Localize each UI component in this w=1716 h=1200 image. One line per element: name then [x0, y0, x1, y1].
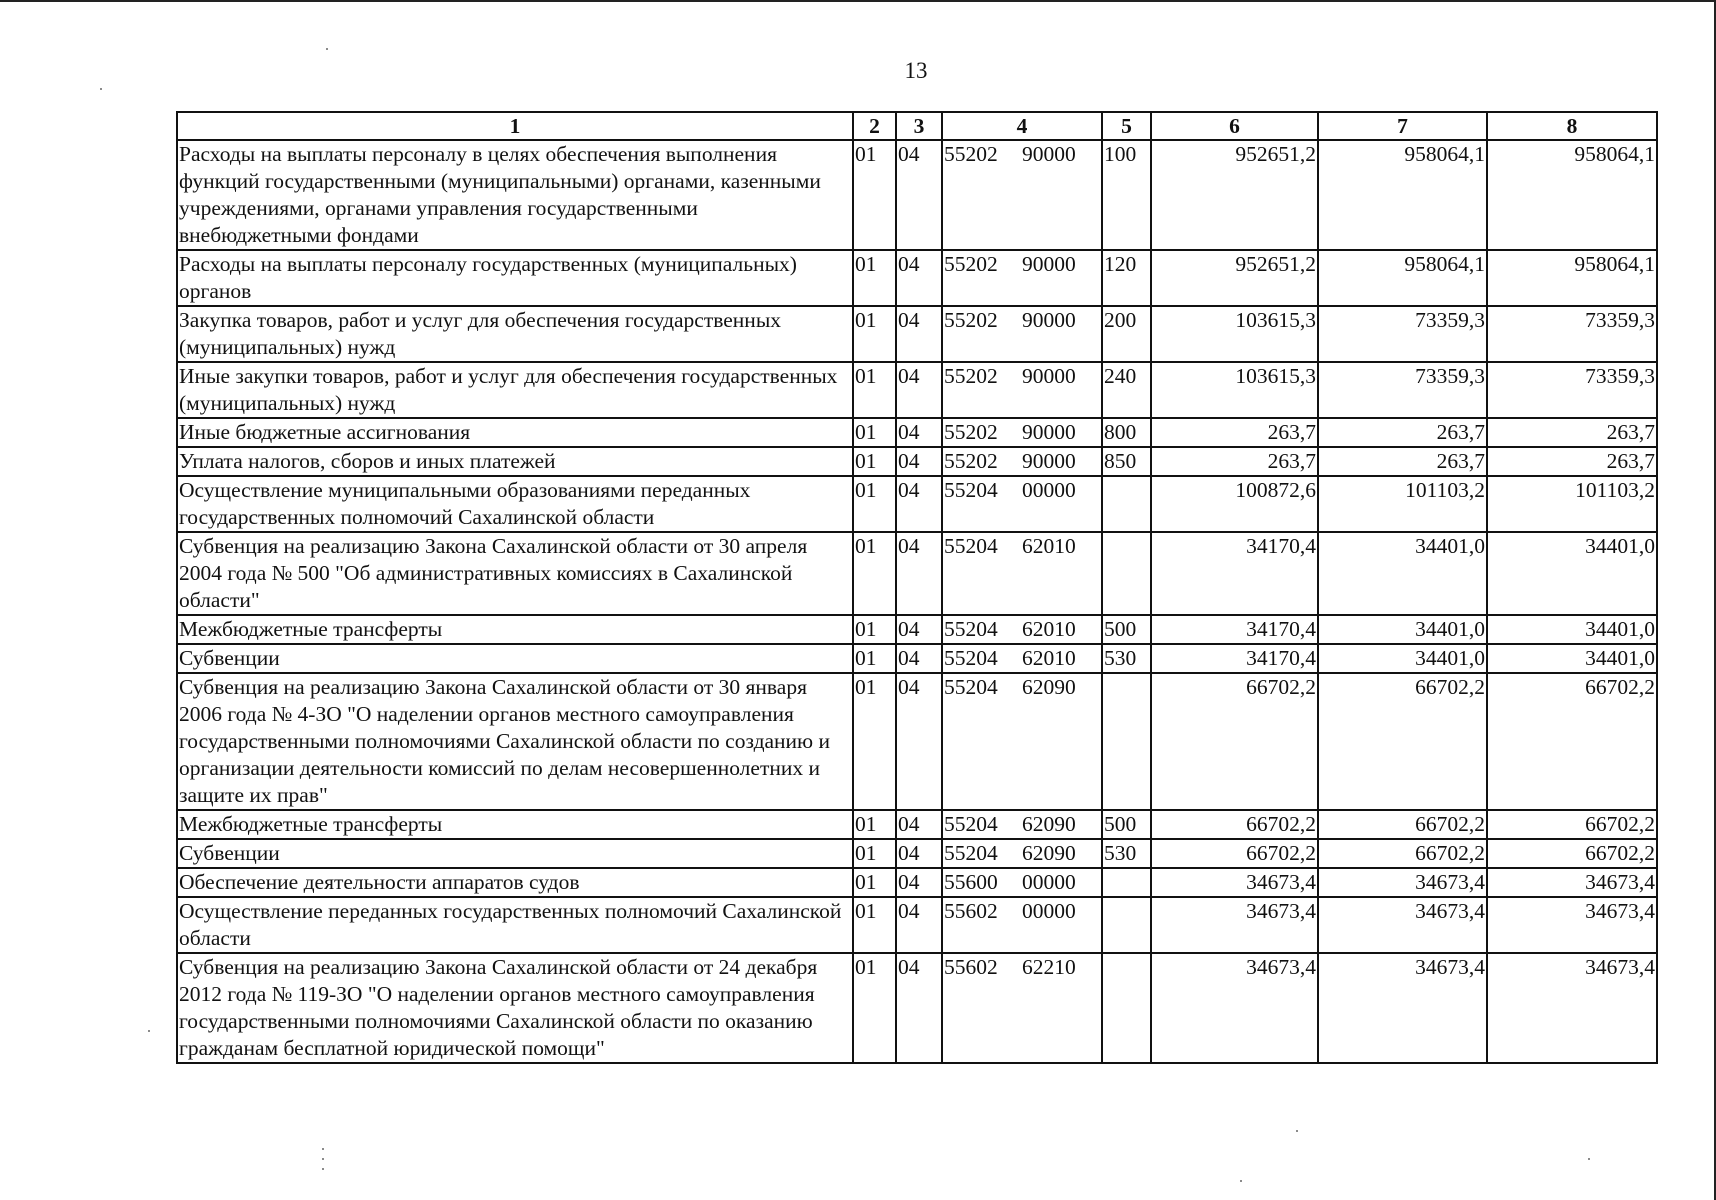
row-amount-col6: 66702,2	[1151, 810, 1318, 839]
row-amount-col7: 66702,2	[1318, 673, 1487, 810]
table-row	[177, 362, 1657, 418]
row-name: Иные закупки товаров, работ и услуг для обеспечения государственных (муниципальных) нужд	[177, 362, 853, 418]
row-amount-col8: 34401,0	[1487, 532, 1657, 615]
target-code-direction: 90000	[1022, 142, 1076, 166]
target-code-program: 55204	[944, 617, 998, 641]
row-target-code	[942, 447, 1102, 476]
row-name: Межбюджетные трансферты	[177, 615, 853, 644]
scan-speck	[322, 1168, 324, 1170]
target-code-direction: 00000	[1022, 478, 1076, 502]
row-subsection: 04	[896, 476, 942, 532]
row-amount-col7: 66702,2	[1318, 810, 1487, 839]
row-amount-col7: 34673,4	[1318, 953, 1487, 1063]
row-amount-col8: 34401,0	[1487, 644, 1657, 673]
target-code-program: 55202	[944, 252, 998, 276]
scan-speck	[1296, 1130, 1298, 1132]
target-code-program: 55600	[944, 870, 998, 894]
row-amount-col8: 101103,2	[1487, 476, 1657, 532]
row-amount-col6: 100872,6	[1151, 476, 1318, 532]
row-subsection: 04	[896, 306, 942, 362]
scan-speck	[148, 1030, 150, 1032]
target-code-program: 55204	[944, 812, 998, 836]
row-amount-col7: 101103,2	[1318, 476, 1487, 532]
row-name: Субвенции	[177, 644, 853, 673]
row-amount-col6: 34673,4	[1151, 953, 1318, 1063]
row-section: 01	[853, 447, 896, 476]
header-col-1: 1	[177, 112, 853, 140]
row-name: Уплата налогов, сборов и иных платежей	[177, 447, 853, 476]
row-expense-type	[1102, 476, 1151, 532]
row-amount-col6: 34673,4	[1151, 897, 1318, 953]
row-amount-col7: 958064,1	[1318, 140, 1487, 250]
row-amount-col8: 34401,0	[1487, 615, 1657, 644]
row-expense-type	[1102, 673, 1151, 810]
target-code-direction: 00000	[1022, 899, 1076, 923]
row-section: 01	[853, 673, 896, 810]
row-expense-type	[1102, 897, 1151, 953]
row-expense-type	[1102, 868, 1151, 897]
row-target-code	[942, 140, 1102, 250]
header-col-5: 5	[1102, 112, 1151, 140]
row-subsection: 04	[896, 615, 942, 644]
target-code-direction: 90000	[1022, 449, 1076, 473]
row-name: Иные бюджетные ассигнования	[177, 418, 853, 447]
row-amount-col7: 34401,0	[1318, 644, 1487, 673]
table-row	[177, 839, 1657, 868]
row-target-code	[942, 306, 1102, 362]
row-amount-col8: 34673,4	[1487, 868, 1657, 897]
row-expense-type: 120	[1102, 250, 1151, 306]
row-target-code	[942, 897, 1102, 953]
table-row	[177, 418, 1657, 447]
scan-speck	[322, 1148, 324, 1150]
row-amount-col6: 952651,2	[1151, 140, 1318, 250]
row-subsection: 04	[896, 810, 942, 839]
table-row	[177, 868, 1657, 897]
row-name: Расходы на выплаты персоналу государственных (муниципальных) органов	[177, 250, 853, 306]
target-code-program: 55202	[944, 142, 998, 166]
row-target-code	[942, 476, 1102, 532]
row-expense-type: 100	[1102, 140, 1151, 250]
row-name: Осуществление муниципальными образованиями переданных государственных полномочий Сахалинской области	[177, 476, 853, 532]
table-row	[177, 810, 1657, 839]
row-amount-col8: 73359,3	[1487, 362, 1657, 418]
row-subsection: 04	[896, 418, 942, 447]
row-target-code	[942, 839, 1102, 868]
row-section: 01	[853, 897, 896, 953]
table-row	[177, 953, 1657, 1063]
row-section: 01	[853, 418, 896, 447]
row-amount-col8: 958064,1	[1487, 250, 1657, 306]
target-code-direction: 62010	[1022, 646, 1076, 670]
row-amount-col6: 34673,4	[1151, 868, 1318, 897]
row-section: 01	[853, 868, 896, 897]
row-section: 01	[853, 839, 896, 868]
row-name: Обеспечение деятельности аппаратов судов	[177, 868, 853, 897]
row-name: Осуществление переданных государственных полномочий Сахалинской области	[177, 897, 853, 953]
row-name: Субвенция на реализацию Закона Сахалинской области от 30 апреля 2004 года № 500 "Об административных комиссиях в Сахалинской области"	[177, 532, 853, 615]
row-amount-col7: 34401,0	[1318, 532, 1487, 615]
row-subsection: 04	[896, 839, 942, 868]
row-name: Расходы на выплаты персоналу в целях обеспечения выполнения функций государственными (муниципальными) органами, казенными учреждениями, органами управления государственными внебюджетными фондами	[177, 140, 853, 250]
scan-edge-top	[0, 0, 1716, 2]
target-code-program: 55602	[944, 899, 998, 923]
row-amount-col6: 103615,3	[1151, 362, 1318, 418]
header-col-6: 6	[1151, 112, 1318, 140]
scan-speck	[1240, 1180, 1242, 1182]
row-subsection: 04	[896, 447, 942, 476]
header-col-7: 7	[1318, 112, 1487, 140]
row-amount-col8: 263,7	[1487, 447, 1657, 476]
scan-speck	[1588, 1158, 1590, 1160]
row-amount-col6: 263,7	[1151, 418, 1318, 447]
table-row	[177, 532, 1657, 615]
row-amount-col8: 66702,2	[1487, 810, 1657, 839]
row-target-code	[942, 615, 1102, 644]
row-target-code	[942, 868, 1102, 897]
row-amount-col6: 34170,4	[1151, 532, 1318, 615]
row-target-code	[942, 644, 1102, 673]
row-amount-col8: 34673,4	[1487, 953, 1657, 1063]
row-amount-col7: 73359,3	[1318, 362, 1487, 418]
table-row	[177, 615, 1657, 644]
row-amount-col7: 263,7	[1318, 418, 1487, 447]
scan-speck	[326, 48, 328, 50]
row-section: 01	[853, 140, 896, 250]
table-row	[177, 476, 1657, 532]
target-code-direction: 62090	[1022, 841, 1076, 865]
row-expense-type: 500	[1102, 615, 1151, 644]
target-code-direction: 90000	[1022, 364, 1076, 388]
table-row	[177, 673, 1657, 810]
row-subsection: 04	[896, 532, 942, 615]
row-section: 01	[853, 810, 896, 839]
row-target-code	[942, 418, 1102, 447]
row-amount-col8: 66702,2	[1487, 673, 1657, 810]
row-section: 01	[853, 615, 896, 644]
target-code-direction: 90000	[1022, 252, 1076, 276]
header-col-4: 4	[942, 112, 1102, 140]
target-code-direction: 90000	[1022, 420, 1076, 444]
row-subsection: 04	[896, 673, 942, 810]
row-target-code	[942, 810, 1102, 839]
table-row	[177, 644, 1657, 673]
table-row	[177, 250, 1657, 306]
row-amount-col7: 66702,2	[1318, 839, 1487, 868]
row-name: Субвенция на реализацию Закона Сахалинской области от 30 января 2006 года № 4-ЗО "О наделении органов местного самоуправления государственными полномочиями Сахалинской области по созданию и организации деятельности комиссий по делам несовершеннолетних и защите их прав"	[177, 673, 853, 810]
row-amount-col6: 66702,2	[1151, 673, 1318, 810]
row-amount-col6: 952651,2	[1151, 250, 1318, 306]
row-amount-col6: 34170,4	[1151, 615, 1318, 644]
row-section: 01	[853, 532, 896, 615]
row-amount-col6: 103615,3	[1151, 306, 1318, 362]
target-code-direction: 62090	[1022, 675, 1076, 699]
budget-table	[176, 111, 1658, 1064]
table-row	[177, 140, 1657, 250]
scan-speck	[322, 1158, 324, 1160]
row-amount-col8: 263,7	[1487, 418, 1657, 447]
row-target-code	[942, 532, 1102, 615]
row-name: Субвенция на реализацию Закона Сахалинской области от 24 декабря 2012 года № 119-ЗО "О наделении органов местного самоуправления государственными полномочиями Сахалинской области по оказанию гражданам бесплатной юридической помощи"	[177, 953, 853, 1063]
row-section: 01	[853, 953, 896, 1063]
row-amount-col8: 66702,2	[1487, 839, 1657, 868]
row-subsection: 04	[896, 140, 942, 250]
row-expense-type: 800	[1102, 418, 1151, 447]
target-code-direction: 62210	[1022, 955, 1076, 979]
scan-speck	[100, 88, 102, 90]
row-subsection: 04	[896, 250, 942, 306]
target-code-program: 55204	[944, 675, 998, 699]
row-name: Межбюджетные трансферты	[177, 810, 853, 839]
row-amount-col7: 34673,4	[1318, 868, 1487, 897]
row-amount-col8: 958064,1	[1487, 140, 1657, 250]
header-col-2: 2	[853, 112, 896, 140]
row-target-code	[942, 673, 1102, 810]
row-target-code	[942, 250, 1102, 306]
target-code-program: 55202	[944, 449, 998, 473]
row-subsection: 04	[896, 362, 942, 418]
target-code-direction: 00000	[1022, 870, 1076, 894]
row-expense-type: 500	[1102, 810, 1151, 839]
row-target-code	[942, 953, 1102, 1063]
row-expense-type: 200	[1102, 306, 1151, 362]
target-code-program: 55204	[944, 534, 998, 558]
target-code-program: 55202	[944, 420, 998, 444]
row-section: 01	[853, 644, 896, 673]
header-col-8: 8	[1487, 112, 1657, 140]
row-amount-col8: 34673,4	[1487, 897, 1657, 953]
page-number: 13	[904, 58, 928, 83]
row-amount-col6: 34170,4	[1151, 644, 1318, 673]
target-code-direction: 62090	[1022, 812, 1076, 836]
target-code-program: 55204	[944, 841, 998, 865]
target-code-program: 55202	[944, 364, 998, 388]
row-amount-col7: 73359,3	[1318, 306, 1487, 362]
target-code-program: 55204	[944, 646, 998, 670]
header-col-3: 3	[896, 112, 942, 140]
row-amount-col7: 34673,4	[1318, 897, 1487, 953]
row-section: 01	[853, 250, 896, 306]
row-section: 01	[853, 476, 896, 532]
row-amount-col7: 34401,0	[1318, 615, 1487, 644]
table-row	[177, 306, 1657, 362]
row-name: Субвенции	[177, 839, 853, 868]
row-subsection: 04	[896, 644, 942, 673]
row-expense-type: 850	[1102, 447, 1151, 476]
target-code-program: 55202	[944, 308, 998, 332]
row-subsection: 04	[896, 953, 942, 1063]
row-subsection: 04	[896, 868, 942, 897]
row-target-code	[942, 362, 1102, 418]
target-code-program: 55602	[944, 955, 998, 979]
row-amount-col6: 263,7	[1151, 447, 1318, 476]
target-code-program: 55204	[944, 478, 998, 502]
table-row	[177, 897, 1657, 953]
row-expense-type	[1102, 532, 1151, 615]
row-subsection: 04	[896, 897, 942, 953]
table-row	[177, 447, 1657, 476]
row-amount-col7: 958064,1	[1318, 250, 1487, 306]
row-section: 01	[853, 306, 896, 362]
row-expense-type: 530	[1102, 644, 1151, 673]
row-section: 01	[853, 362, 896, 418]
row-amount-col7: 263,7	[1318, 447, 1487, 476]
row-expense-type: 530	[1102, 839, 1151, 868]
target-code-direction: 62010	[1022, 534, 1076, 558]
row-amount-col6: 66702,2	[1151, 839, 1318, 868]
row-amount-col8: 73359,3	[1487, 306, 1657, 362]
target-code-direction: 90000	[1022, 308, 1076, 332]
row-expense-type: 240	[1102, 362, 1151, 418]
table-header-row	[177, 112, 1657, 140]
target-code-direction: 62010	[1022, 617, 1076, 641]
row-expense-type	[1102, 953, 1151, 1063]
row-name: Закупка товаров, работ и услуг для обеспечения государственных (муниципальных) нужд	[177, 306, 853, 362]
